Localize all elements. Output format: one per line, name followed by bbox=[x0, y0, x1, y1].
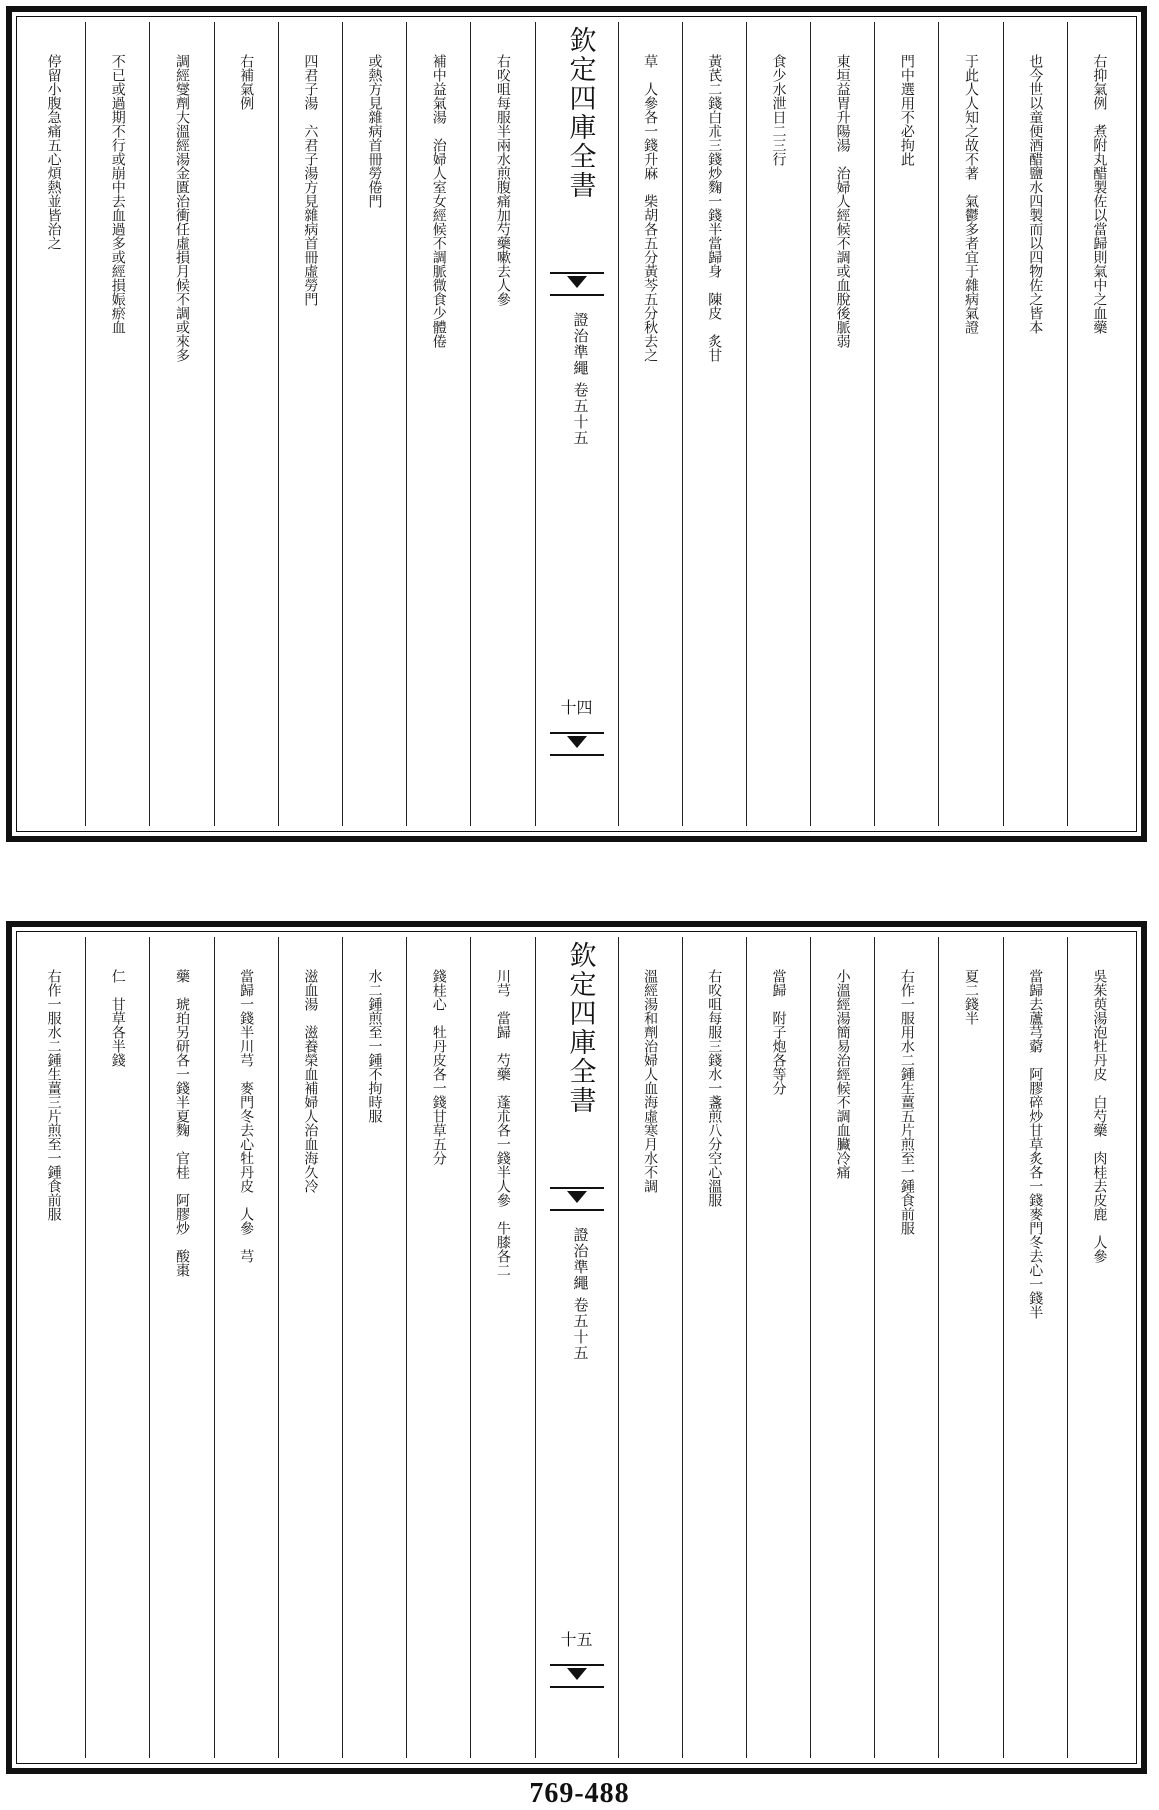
text-column bbox=[938, 22, 1002, 826]
text-column bbox=[149, 22, 213, 826]
text-column bbox=[278, 937, 342, 1758]
column-text: 右作一服水二鍾生薑三片煎至一鍾食前服 bbox=[45, 969, 62, 1221]
column-text: 當歸一錢半川芎 麥門冬去心牡丹皮 人參 芎 bbox=[238, 969, 255, 1263]
column-text: 于此人人知之故不著 氣鬱多者宜于雜病氣證 bbox=[963, 54, 980, 334]
section-label: 證治準繩 卷五十五 bbox=[571, 312, 590, 446]
top-text-columns bbox=[22, 22, 1131, 826]
text-column bbox=[342, 937, 406, 1758]
column-text: 藥 琥珀另研各一錢半夏麴 官桂 阿膠炒 酸棗 bbox=[173, 969, 190, 1277]
column-text: 也今世以童便酒醋鹽水四製而以四物佐之皆本 bbox=[1027, 54, 1044, 334]
column-text: 右補氣例 bbox=[238, 54, 255, 110]
text-column bbox=[406, 937, 470, 1758]
column-text: 水二鍾煎至一鍾不拘時服 bbox=[366, 969, 383, 1123]
fish-tail-mark-icon bbox=[550, 732, 604, 756]
text-column bbox=[618, 937, 682, 1758]
text-column bbox=[214, 22, 278, 826]
column-text: 不已或過期不行或崩中去血過多或經損娠瘀血 bbox=[109, 54, 126, 334]
text-column bbox=[618, 22, 682, 826]
text-column bbox=[746, 937, 810, 1758]
column-text: 吳茱萸湯泡牡丹皮 白芍藥 肉桂去皮鹿 人參 bbox=[1091, 969, 1108, 1263]
column-text: 仁 甘草各半錢 bbox=[109, 969, 126, 1067]
column-text: 夏二錢半 bbox=[963, 969, 980, 1025]
column-text: 錢桂心 牡丹皮各一錢甘草五分 bbox=[430, 969, 447, 1165]
column-text: 小溫經湯簡易治經候不調血臟冷痛 bbox=[834, 969, 851, 1179]
text-column bbox=[278, 22, 342, 826]
column-text: 右作一服用水二鍾生薑五片煎至一鍾食前服 bbox=[898, 969, 915, 1235]
column-text: 草 人參各一錢升麻 柴胡各五分黃芩五分秋去之 bbox=[642, 54, 659, 362]
bottom-text-columns bbox=[22, 937, 1131, 1758]
text-column bbox=[682, 937, 746, 1758]
text-column bbox=[874, 937, 938, 1758]
column-text: 或熱方見雜病首冊勞倦門 bbox=[366, 54, 383, 208]
text-column bbox=[746, 22, 810, 826]
folio-number: 十四 bbox=[560, 698, 593, 717]
column-text: 調經燮劑大溫經湯金匱治衝任虛損月候不調或來多 bbox=[173, 54, 190, 362]
top-page-half bbox=[6, 6, 1147, 842]
text-column bbox=[470, 937, 534, 1758]
column-text: 門中選用不必拘此 bbox=[898, 54, 915, 166]
column-text: 停留小腹急痛五心煩熱並皆治之 bbox=[45, 54, 62, 250]
center-fold-column bbox=[535, 937, 618, 1758]
column-text: 滋血湯 滋養榮血補婦人治血海久冷 bbox=[302, 969, 319, 1193]
text-column bbox=[1003, 22, 1067, 826]
column-text: 黃芪二錢白朮三錢炒麴一錢半當歸身 陳皮 炙甘 bbox=[706, 54, 723, 362]
text-column bbox=[85, 937, 149, 1758]
text-column bbox=[470, 22, 534, 826]
folio-number: 十五 bbox=[560, 1630, 593, 1649]
text-column bbox=[22, 937, 85, 1758]
text-column bbox=[214, 937, 278, 1758]
book-title: 欽定四庫全書 bbox=[564, 26, 596, 200]
text-column bbox=[682, 22, 746, 826]
column-text: 川芎 當歸 芍藥 蓬朮各一錢半人參 牛膝各二 bbox=[494, 969, 511, 1277]
text-column bbox=[810, 937, 874, 1758]
text-column bbox=[938, 937, 1002, 1758]
bottom-page-half bbox=[6, 921, 1147, 1774]
section-label: 證治準繩 卷五十五 bbox=[571, 1227, 590, 1361]
column-text: 右㕮咀每服半兩水煎腹痛加芍藥嗽去人參 bbox=[494, 54, 511, 306]
column-text: 當歸 附子炮各等分 bbox=[770, 969, 787, 1095]
column-text: 食少水泄日二三行 bbox=[770, 54, 787, 166]
column-text: 補中益氣湯 治婦人室女經候不調脈微食少體倦 bbox=[430, 54, 447, 348]
page-reference-number: 769-488 bbox=[529, 1778, 630, 1809]
text-column bbox=[22, 22, 85, 826]
text-column bbox=[874, 22, 938, 826]
text-column bbox=[149, 937, 213, 1758]
center-fold-column bbox=[535, 22, 618, 826]
column-text: 東垣益胃升陽湯 治婦人經候不調或血脫後脈弱 bbox=[834, 54, 851, 348]
text-column bbox=[1067, 22, 1131, 826]
text-column bbox=[85, 22, 149, 826]
column-text: 當歸去蘆芎藭 阿膠碎炒甘草炙各一錢麥門冬去心一錢半 bbox=[1027, 969, 1044, 1319]
column-text: 溫經湯和劑治婦人血海虛寒月水不調 bbox=[642, 969, 659, 1193]
fish-tail-mark-icon bbox=[550, 1187, 604, 1211]
column-text: 四君子湯 六君子湯方見雜病首冊虛勞門 bbox=[302, 54, 319, 306]
text-column bbox=[810, 22, 874, 826]
text-column bbox=[342, 22, 406, 826]
text-column bbox=[406, 22, 470, 826]
text-column bbox=[1003, 937, 1067, 1758]
text-column bbox=[1067, 937, 1131, 1758]
fish-tail-mark-icon bbox=[550, 1664, 604, 1688]
column-text: 右㕮咀每服三錢水一盞煎八分空心溫服 bbox=[706, 969, 723, 1207]
column-text: 右抑氣例 煮附丸醋製佐以當歸則氣中之血藥 bbox=[1091, 54, 1108, 334]
book-title: 欽定四庫全書 bbox=[564, 941, 596, 1115]
fish-tail-mark-icon bbox=[550, 272, 604, 296]
